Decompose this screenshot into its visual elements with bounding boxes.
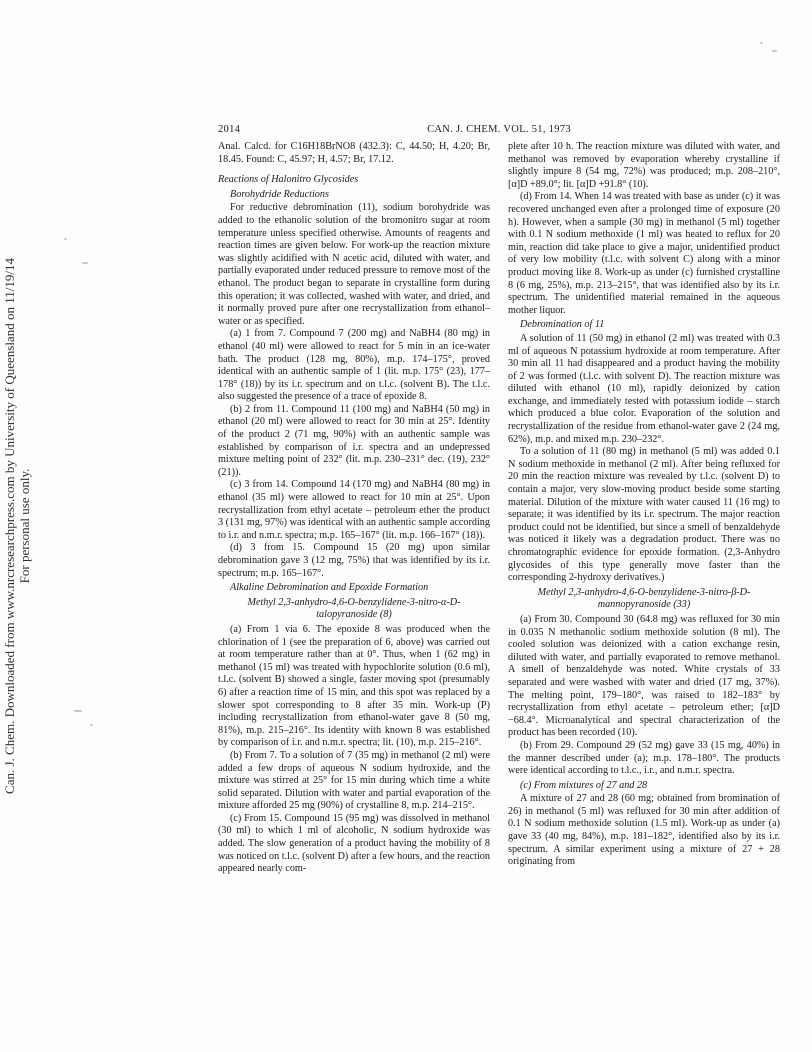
- section-heading-reactions: Reactions of Halonitro Glycosides: [218, 174, 359, 186]
- scan-speck: [760, 42, 763, 44]
- compound-title-33: Methyl 2,3-anhydro-4,6-O-benzylidene-3-nitro-β-D-mannopyranoside (33): [537, 586, 751, 611]
- subsection-heading-mixtures: (c) From mixtures of 27 and 28: [520, 779, 648, 791]
- paragraph: (a) From 30. Compound 30 (64.8 mg) was refluxed for 30 min in 0.035 N methanolic sodium methoxide solution (8 ml). The cooled solution was deionized with a cation exchange resin, diluted with water, and partially evaporated to remove methanol. A smell of benzaldehyde was noted. White crystals of 33 separated and were washed with water and dried (17 mg, 37%). The melting point, 179–180°, was raised to 182–183° by recrystallization from ethyl acetate – petroleum ether; [α]D −68.4°. Microanalytical and spectral characterization of the product has been recorded (10).: [508, 613, 780, 739]
- watermark-line-2: For personal use only.: [17, 468, 32, 584]
- page-number: 2014: [218, 124, 241, 135]
- paragraph: (b) 2 from 11. Compound 11 (100 mg) and NaBH4 (50 mg) in ethanol (20 ml) were allowed to react for 30 min at 25°. Identity of the product 2 (71 mg, 90%) with an authentic sample was established by comparison of i.r. spectra and an undepressed mixture melting point of 232° (lit. m.p. 230–231° dec. (19), 232° (21)).: [218, 403, 490, 478]
- paragraph: (c) From 15. Compound 15 (95 mg) was dissolved in methanol (30 ml) to which 1 ml of alcoholic, N sodium hydroxide was added. The slow generation of a product having the mobility of 8 was noticed on t.l.c. (solvent D) after a few hours, and the reaction appeared nearly com-: [218, 812, 490, 875]
- compound-title-8: Methyl 2,3-anhydro-4,6-O-benzylidene-3-nitro-α-D-talopyranoside (8): [247, 596, 461, 621]
- paragraph: (d) From 14. When 14 was treated with base as under (c) it was recovered unchanged even after a prolonged time of exposure (20 h). However, when a sample (30 mg) in methanol (5 ml) together with 0.1 N sodium methoxide (1 ml) was heated to reflux for 20 min, reaction did take place to give a major, unidentified product of very low mobility (t.l.c. with solvent C) along with a minor product moving like 8. Work-up as under (c) furnished crystalline 8 (6 mg, 25%), m.p. 213–215°, that was identified also by its i.r. spectrum. The unidentified material remained in the aqueous mother liquor.: [508, 191, 780, 316]
- scan-speck: [82, 262, 88, 264]
- watermark-line-1: Can. J. Chem. Downloaded from www.nrcresearchpress.com by University of Queensland on 11/19/14: [2, 258, 17, 794]
- paragraph: (c) 3 from 14. Compound 14 (170 mg) and NaBH4 (80 mg) in ethanol (35 ml) were allowed to react for 10 min at 25°. Upon recrystallization from ethyl acetate – petroleum ether the product 3 (131 mg, 97%) was identical with an authentic sample according to i.r. and n.m.r. spectra; m.p. 165–167° (lit. m.p. 166–167° (18)).: [218, 479, 490, 541]
- paragraph: (a) From 1 via 6. The epoxide 8 was produced when the chlorination of 1 (see the preparation of 6, above) was carried out at room temperature rather than at 0°. Thus, when 1 (62 mg) in methanol (15 ml) was treated with hypochlorite solution (0.6 ml), t.l.c. (solvent B) showed a single, faster moving spot (presumably 6) after a reaction time of 15 min, and this spot was replaced by a slower spot corresponding to 8 after 35 min. Work-up (P) including recrystallization from ethanol-water gave 8 (50 mg, 81%), m.p. 215–216°. Its identity with known 8 was established by comparison of i.r. and n.m.r. spectra; lit. (10), m.p. 215–216°.: [218, 623, 490, 749]
- paragraph: plete after 10 h. The reaction mixture was diluted with water, and methanol was removed by evaporation whereby crystalline if slightly impure 8 (54 mg, 72%) was produced; m.p. 208–210°, [α]D +89.0°; lit. [α]D +91.8° (10).: [508, 141, 780, 190]
- right-column: [508, 141, 780, 869]
- paragraph: (a) 1 from 7. Compound 7 (200 mg) and NaBH4 (80 mg) in ethanol (40 ml) were allowed to react for 5 min in an ice-water bath. The product (128 mg, 80%), m.p. 174–175°, proved identical with an authentic sample of 1 (lit. m.p. 175° (23), 177–178° (18)) by its i.r. spectrum and on t.l.c. (solvent B). The t.l.c. also suggested the presence of a trace of epoxide 8.: [218, 328, 490, 403]
- subsection-heading-debromination: Debromination of 11: [520, 319, 605, 331]
- paragraph: A solution of 11 (50 mg) in ethanol (2 ml) was treated with 0.3 ml of aqueous N potassium hydroxide at room temperature. After 30 min all 11 had disappeared and a product having the mobility of 2 was formed (t.l.c. with solvent D). The reaction mixture was diluted with ethanol (10 ml), rapidly deionized by cation exchange, and immediately tested with potassium iodide – starch which produced a blue color. Evaporation of the solution and recrystallization of the residue from ethanol-water gave 2 (24 mg, 62%), m.p. and mixed m.p. 230–232°.: [508, 332, 780, 445]
- scan-speck: [90, 724, 93, 726]
- scan-speck: [64, 238, 67, 240]
- subsection-heading-alkaline: Alkaline Debromination and Epoxide Formation: [230, 582, 429, 594]
- analysis-paragraph: Anal. Calcd. for C16H18BrNO8 (432.3): C, 44.50; H, 4.20; Br, 18.45. Found: C, 45.97; H, 4.57; Br, 17.12.: [218, 141, 490, 165]
- subsection-heading-borohydride: Borohydride Reductions: [230, 188, 329, 200]
- scan-speck: [74, 710, 82, 712]
- paragraph: (d) 3 from 15. Compound 15 (20 mg) upon similar debromination gave 3 (12 mg, 75%) that was identified by its i.r. spectrum; m.p. 165–167°.: [218, 542, 490, 579]
- paragraph: (b) From 29. Compound 29 (52 mg) gave 33 (15 mg, 40%) in the manner described under (a); m.p. 178–180°. The products were identical according to t.l.c., i.r., and n.m.r. spectra.: [508, 739, 780, 777]
- paragraph: For reductive debromination (11), sodium borohydride was added to the ethanolic solution of the bromonitro sugar at room temperature unless specified otherwise. Amounts of reagents and reaction times are given below. For work-up the reaction mixture was slightly acidified with N acetic acid, diluted with water, and partially evaporated under reduced pressure to remove most of the ethanol. The product began to separate in crystalline form during this operation; it was collected, washed with water, and dried, and it normally proved pure after one recrystallization from ethanol–water or as specified.: [218, 202, 490, 327]
- scan-speck: [772, 50, 777, 52]
- paragraph: To a solution of 11 (80 mg) in methanol (5 ml) was added 0.1 N sodium methoxide in methanol (2 ml). After being refluxed for 20 min the reaction mixture was revealed by t.l.c. (solvent D) to contain a major, very slow-moving product beside some starting material. Dilution of the mixture with water caused 11 (16 mg) to separate; it was identified by its i.r. spectrum. The major reaction product could not be identified, but since a smell of benzaldehyde was noticed it likely was a degradation product. There was no chromatographic evidence for epoxide formation. (2,3-Anhydro glycosides of this type generally move faster than the corresponding 2-hydroxy derivatives.): [508, 446, 780, 584]
- journal-running-head: CAN. J. CHEM. VOL. 51, 1973: [427, 124, 571, 135]
- download-watermark-text: [2, 258, 32, 794]
- download-watermark-sidebar: [0, 0, 34, 1052]
- page-header: [218, 124, 780, 138]
- left-column: [218, 141, 490, 876]
- paragraph: (b) From 7. To a solution of 7 (35 mg) in methanol (2 ml) were added a few drops of aqueous N sodium hydroxide, and the mixture was stirred at 25° for 15 min during which time a white solid separated. Dilution with water and partial evaporation of the mixture afforded 25 mg (90%) of crystalline 8, m.p. 214–215°.: [218, 749, 490, 812]
- paragraph: A mixture of 27 and 28 (60 mg; obtained from bromination of 26) in methanol (5 ml) was refluxed for 30 min after addition of 0.1 N sodium methoxide solution (1.5 ml). Work-up as under (a) gave 33 (40 mg, 84%), m.p. 181–182°, identified also by its i.r. spectrum. A similar experiment using a mixture of 27 + 28 originating from: [508, 793, 780, 868]
